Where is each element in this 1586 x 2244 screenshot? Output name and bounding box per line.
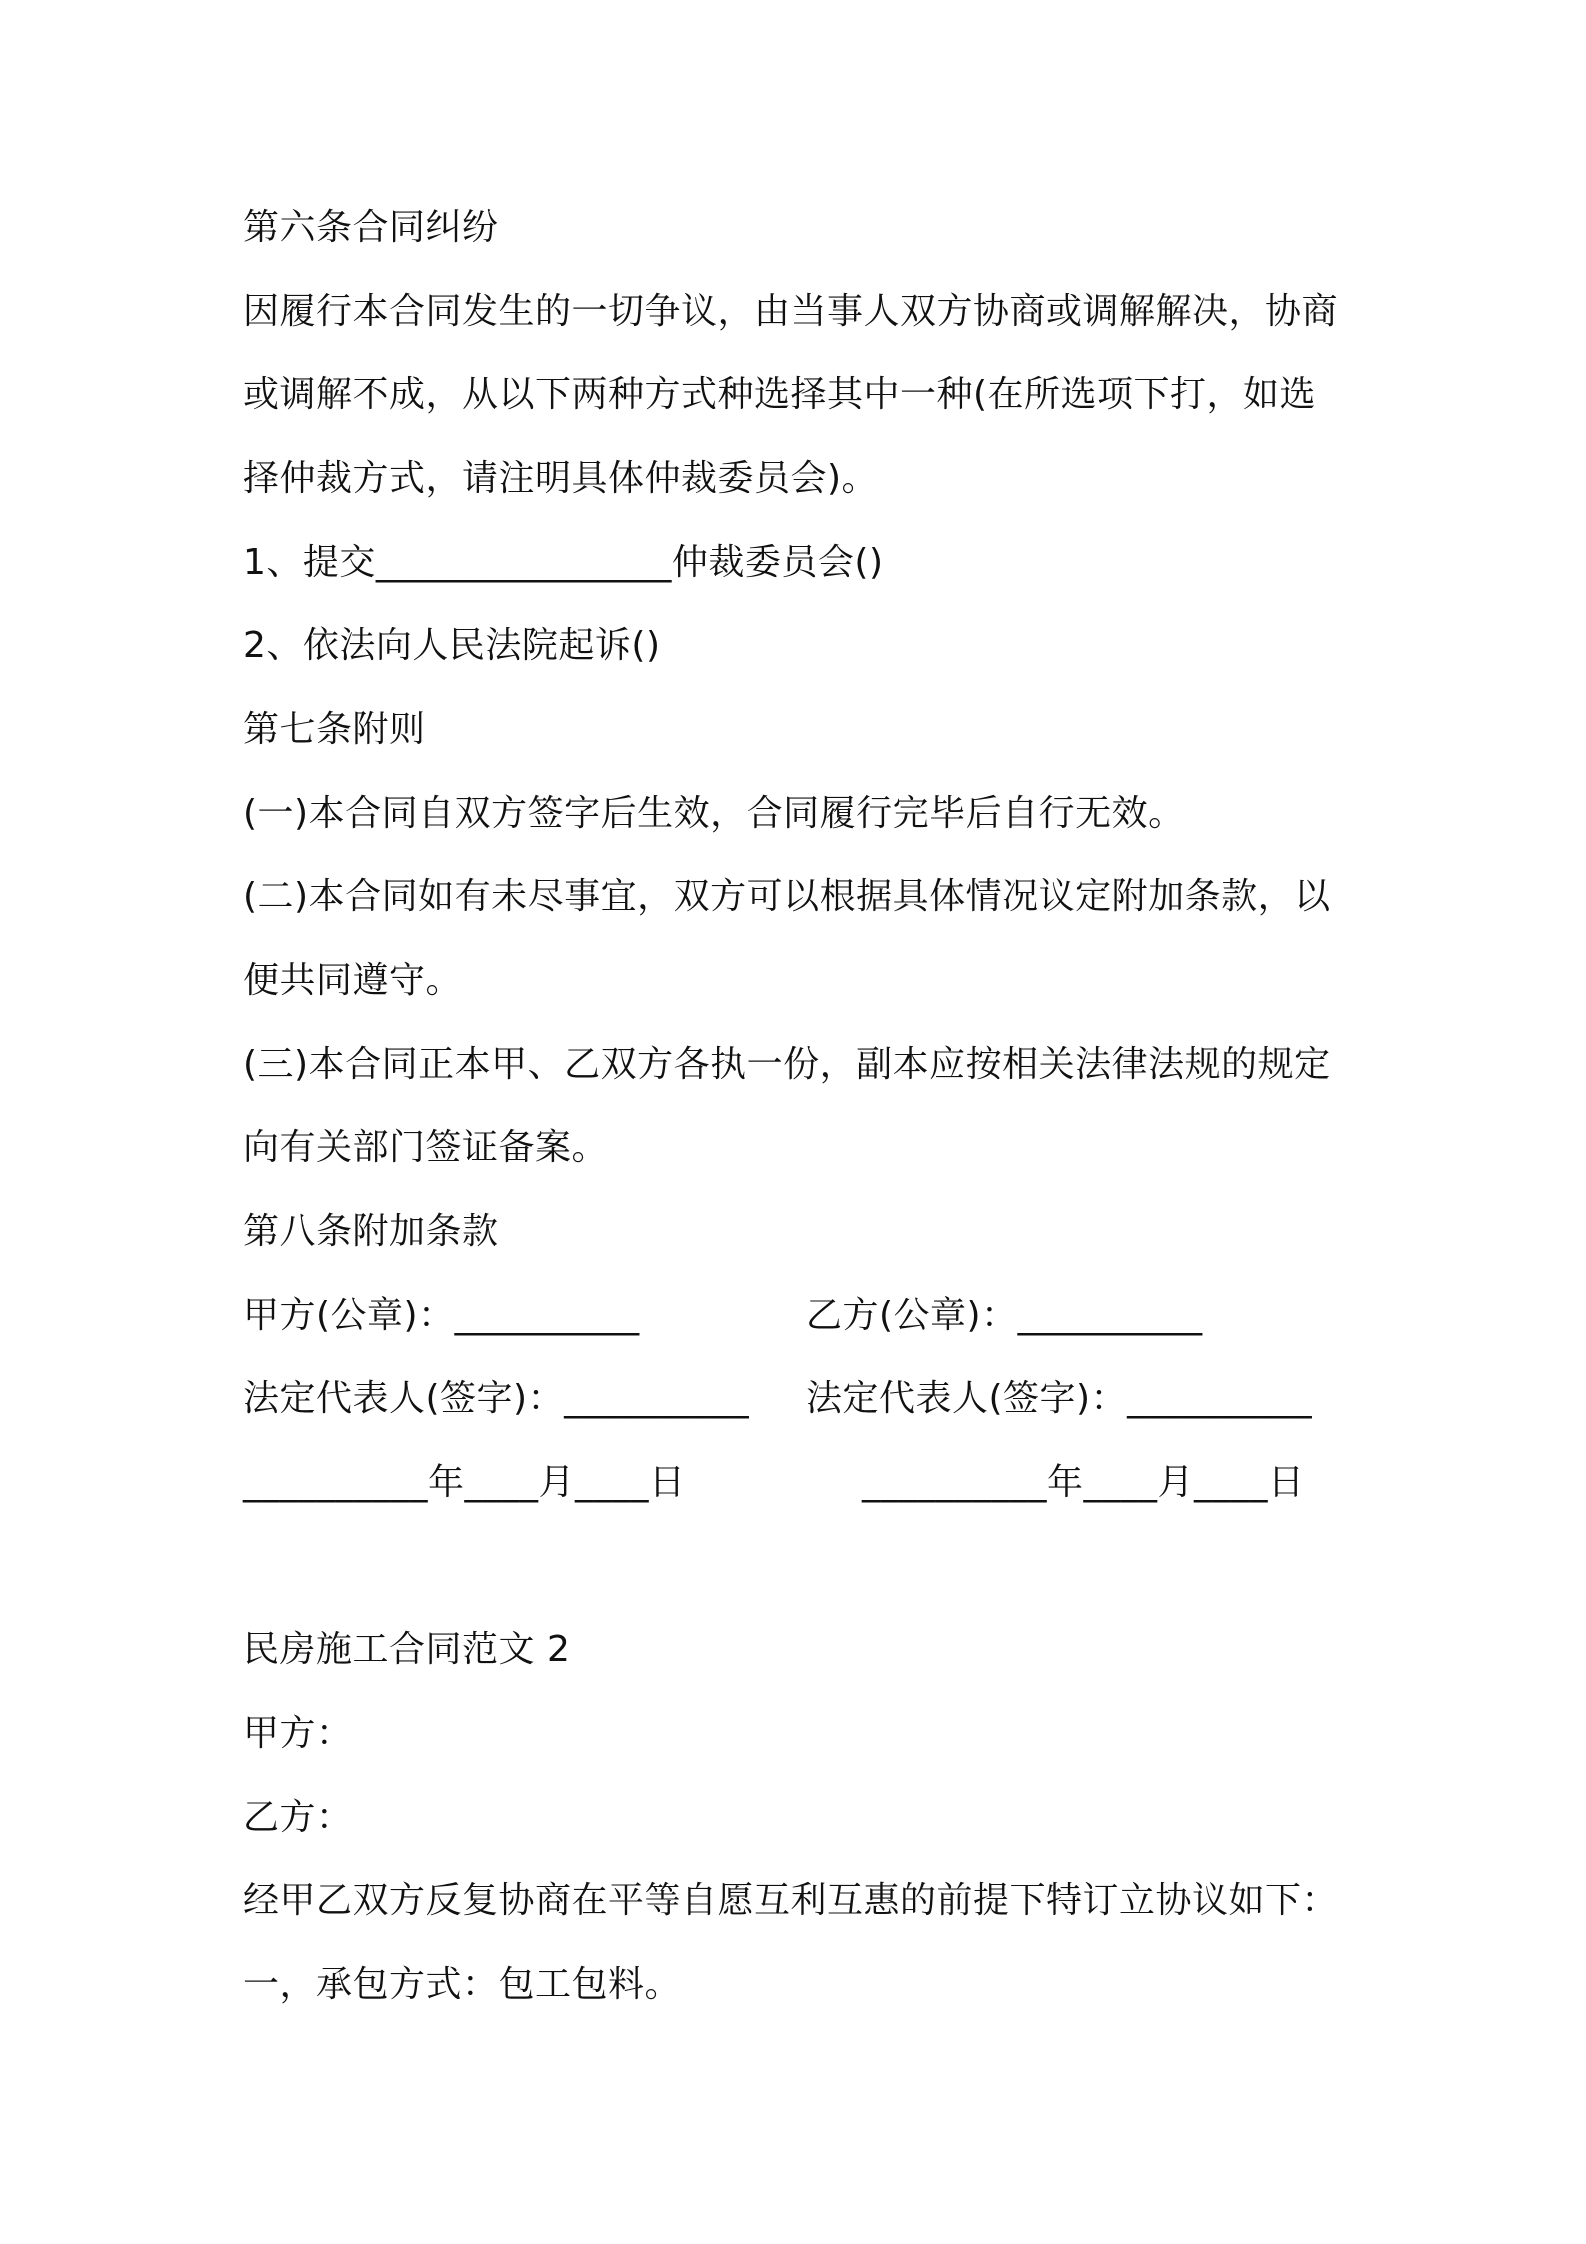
section-2-intro: 经甲乙双方反复协商在平等自愿互利互惠的前提下特订立协议如下： bbox=[243, 1880, 1339, 1921]
article-6-heading: 第六条合同纠纷 bbox=[243, 207, 499, 248]
article-7-heading: 第七条附则 bbox=[243, 709, 426, 750]
paragraph-line: 择仲裁方式，请注明具体仲裁委员会)。 bbox=[243, 458, 879, 499]
section-2-party-b: 乙方： bbox=[243, 1797, 353, 1838]
option-court: 2、依法向人民法院起诉() bbox=[243, 625, 661, 666]
section-2-party-a: 甲方： bbox=[243, 1713, 353, 1754]
paragraph-line: 或调解不成，从以下两种方式种选择其中一种(在所选项下打，如选 bbox=[243, 374, 1317, 415]
party-b-representative: 法定代表人(签字)：__________ bbox=[806, 1378, 1313, 1419]
party-a-date: __________年____月____日 bbox=[243, 1462, 686, 1503]
clause-1: (一)本合同自双方签字后生效，合同履行完毕后自行无效。 bbox=[243, 793, 1185, 834]
clause-3: (三)本合同正本甲、乙双方各执一份，副本应按相关法律法规的规定 bbox=[243, 1044, 1331, 1085]
section-2-item-1: 一，承包方式：包工包料。 bbox=[243, 1964, 682, 2005]
party-a-representative: 法定代表人(签字)：__________ bbox=[243, 1378, 750, 1419]
clause-3-continued: 向有关部门签证备案。 bbox=[243, 1127, 609, 1168]
party-b-seal: 乙方(公章)：__________ bbox=[806, 1295, 1203, 1336]
party-a-seal: 甲方(公章)：__________ bbox=[243, 1295, 640, 1336]
clause-2-continued: 便共同遵守。 bbox=[243, 960, 463, 1001]
party-b-date: __________年____月____日 bbox=[862, 1462, 1305, 1503]
paragraph-line: 因履行本合同发生的一切争议，由当事人双方协商或调解解决，协商 bbox=[243, 291, 1339, 332]
article-8-heading: 第八条附加条款 bbox=[243, 1211, 499, 1252]
clause-2: (二)本合同如有未尽事宜，双方可以根据具体情况议定附加条款，以 bbox=[243, 876, 1331, 917]
section-2-title: 民房施工合同范文 2 bbox=[243, 1629, 571, 1670]
option-arbitration: 1、提交________________仲裁委员会() bbox=[243, 542, 884, 583]
